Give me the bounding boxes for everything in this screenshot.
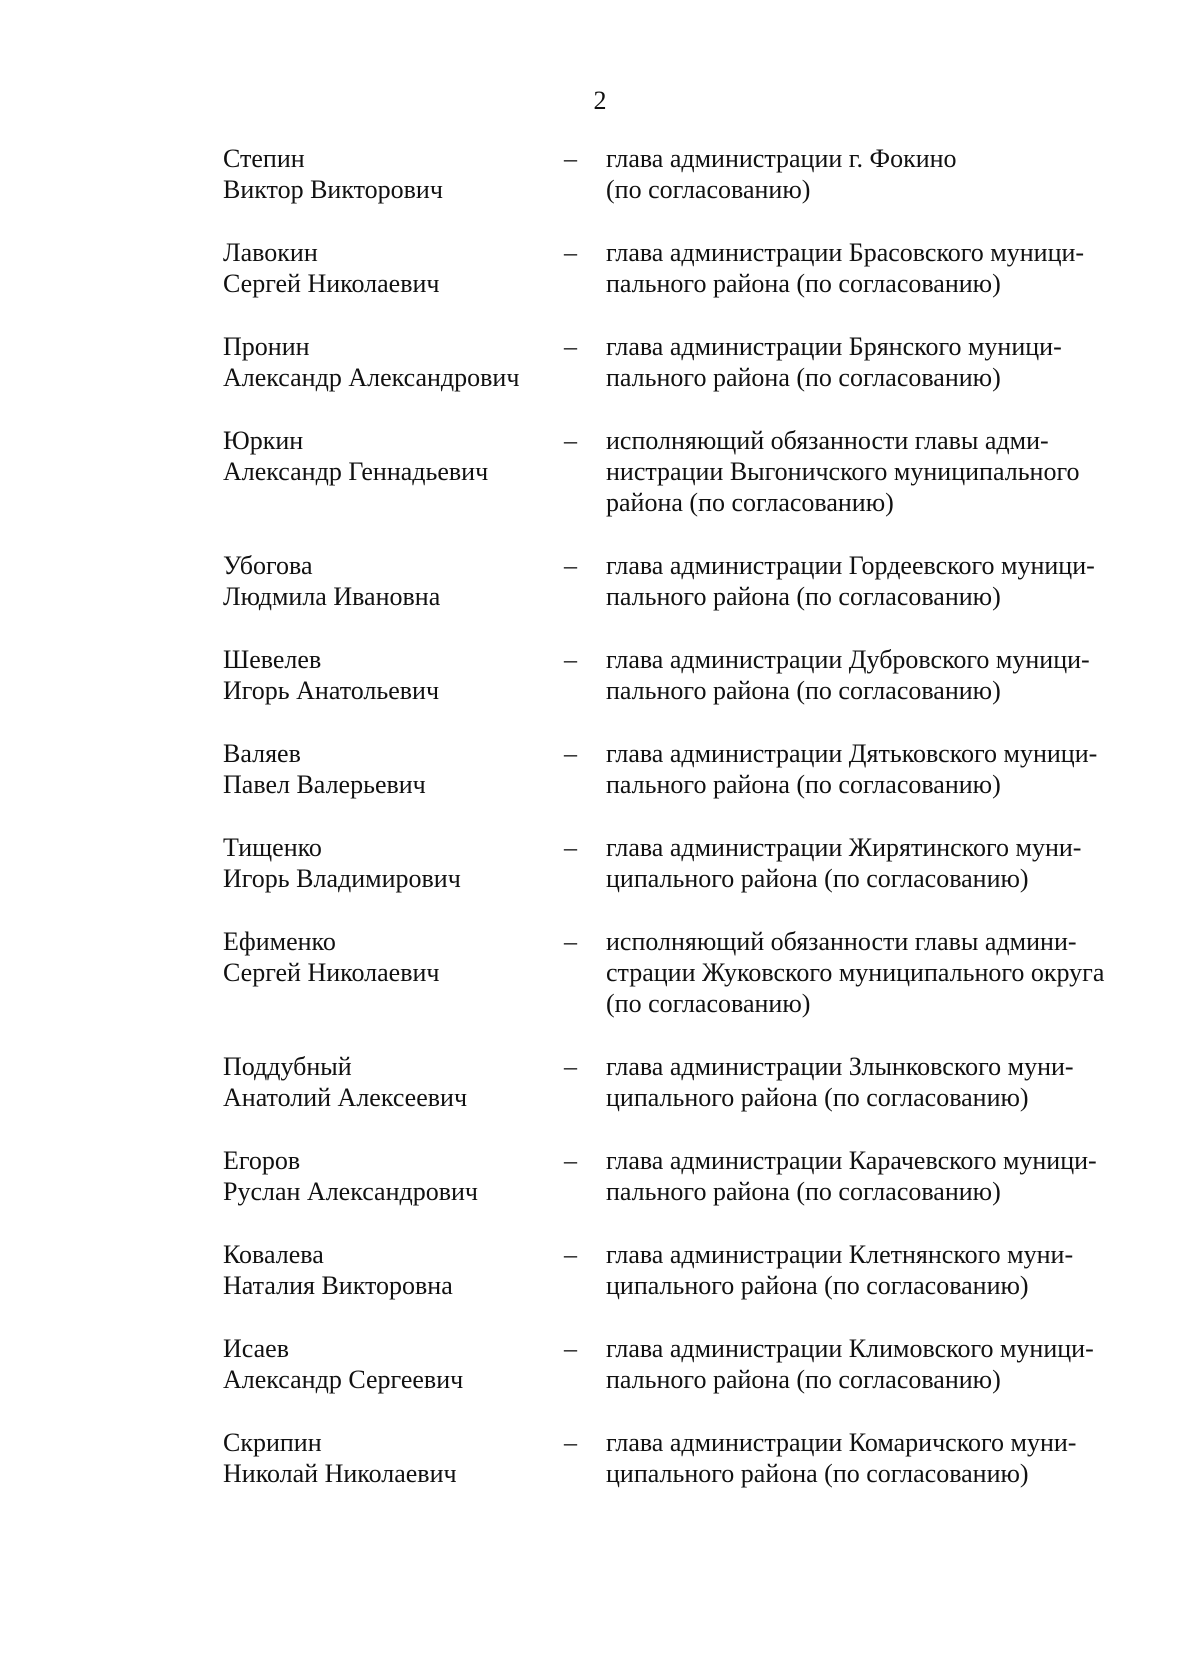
description-line: пального района (по согласованию) <box>606 363 1001 392</box>
position-description <box>606 425 1146 518</box>
surname: Исаев <box>223 1334 289 1363</box>
dash-separator: – <box>564 1146 577 1175</box>
person-name <box>223 738 543 800</box>
position-description <box>606 832 1146 894</box>
list-item <box>0 1239 1200 1333</box>
given-names: Александр Александрович <box>223 363 520 392</box>
description-line: глава администрации Дубровского муници- <box>606 645 1090 674</box>
given-names: Наталия Викторовна <box>223 1271 453 1300</box>
description-line: пального района (по согласованию) <box>606 269 1001 298</box>
dash-separator: – <box>564 551 577 580</box>
person-name <box>223 926 543 988</box>
person-name <box>223 143 543 205</box>
position-description <box>606 237 1146 299</box>
given-names: Сергей Николаевич <box>223 269 440 298</box>
given-names: Анатолий Алексеевич <box>223 1083 468 1112</box>
dash-separator: – <box>564 332 577 361</box>
position-description <box>606 738 1146 800</box>
given-names: Игорь Владимирович <box>223 864 461 893</box>
dash-separator: – <box>564 833 577 862</box>
description-line: глава администрации г. Фокино <box>606 144 957 173</box>
surname: Лавокин <box>223 238 318 267</box>
description-line: исполняющий обязанности главы админи- <box>606 927 1077 956</box>
person-name <box>223 425 543 487</box>
position-description <box>606 1333 1146 1395</box>
description-line: района (по согласованию) <box>606 488 894 517</box>
list-item <box>0 550 1200 644</box>
description-line: пального района (по согласованию) <box>606 676 1001 705</box>
surname: Ефименко <box>223 927 336 956</box>
description-line: нистрации Выгоничского муниципального <box>606 457 1080 486</box>
description-line: (по согласованию) <box>606 989 811 1018</box>
description-line: пального района (по согласованию) <box>606 1177 1001 1206</box>
list-item <box>0 926 1200 1051</box>
person-name <box>223 237 543 299</box>
dash-separator: – <box>564 739 577 768</box>
list-item <box>0 738 1200 832</box>
description-line: ципального района (по согласованию) <box>606 864 1029 893</box>
position-description <box>606 143 1146 205</box>
list-item <box>0 1051 1200 1145</box>
dash-separator: – <box>564 927 577 956</box>
given-names: Виктор Викторович <box>223 175 443 204</box>
description-line: ципального района (по согласованию) <box>606 1083 1029 1112</box>
dash-separator: – <box>564 1052 577 1081</box>
dash-separator: – <box>564 1334 577 1363</box>
description-line: (по согласованию) <box>606 175 811 204</box>
person-name <box>223 1145 543 1207</box>
person-name <box>223 1051 543 1113</box>
dash-separator: – <box>564 645 577 674</box>
description-line: глава администрации Гордеевского муници- <box>606 551 1095 580</box>
given-names: Александр Геннадьевич <box>223 457 489 486</box>
person-name <box>223 832 543 894</box>
given-names: Игорь Анатольевич <box>223 676 440 705</box>
description-line: пального района (по согласованию) <box>606 770 1001 799</box>
surname: Степин <box>223 144 305 173</box>
surname: Пронин <box>223 332 310 361</box>
list-item <box>0 1145 1200 1239</box>
description-line: глава администрации Брасовского муници- <box>606 238 1085 267</box>
person-name <box>223 550 543 612</box>
surname: Юркин <box>223 426 304 455</box>
description-line: пального района (по согласованию) <box>606 1365 1001 1394</box>
position-description <box>606 1427 1146 1489</box>
position-description <box>606 1239 1146 1301</box>
list-item <box>0 832 1200 926</box>
surname: Егоров <box>223 1146 301 1175</box>
list-item <box>0 331 1200 425</box>
description-line: пального района (по согласованию) <box>606 582 1001 611</box>
list-item <box>0 143 1200 237</box>
position-description <box>606 926 1146 1019</box>
position-description <box>606 550 1146 612</box>
description-line: глава администрации Клетнянского муни- <box>606 1240 1074 1269</box>
description-line: глава администрации Злынковского муни- <box>606 1052 1074 1081</box>
description-line: глава администрации Брянского муници- <box>606 332 1062 361</box>
dash-separator: – <box>564 1428 577 1457</box>
person-name <box>223 331 543 393</box>
list-item <box>0 237 1200 331</box>
description-line: глава администрации Комаричского муни- <box>606 1428 1077 1457</box>
position-description <box>606 1145 1146 1207</box>
given-names: Сергей Николаевич <box>223 958 440 987</box>
description-line: глава администрации Жирятинского муни- <box>606 833 1082 862</box>
surname: Скрипин <box>223 1428 322 1457</box>
given-names: Николай Николаевич <box>223 1459 457 1488</box>
person-name <box>223 1239 543 1301</box>
given-names: Александр Сергеевич <box>223 1365 464 1394</box>
position-description <box>606 331 1146 393</box>
given-names: Руслан Александрович <box>223 1177 479 1206</box>
position-description <box>606 1051 1146 1113</box>
dash-separator: – <box>564 1240 577 1269</box>
given-names: Павел Валерьевич <box>223 770 426 799</box>
description-line: исполняющий обязанности главы адми- <box>606 426 1049 455</box>
member-list <box>0 143 1200 1521</box>
surname: Убогова <box>223 551 313 580</box>
person-name <box>223 644 543 706</box>
description-line: ципального района (по согласованию) <box>606 1271 1029 1300</box>
dash-separator: – <box>564 144 577 173</box>
dash-separator: – <box>564 238 577 267</box>
position-description <box>606 644 1146 706</box>
list-item <box>0 1333 1200 1427</box>
description-line: глава администрации Дятьковского муници- <box>606 739 1098 768</box>
description-line: глава администрации Климовского муници- <box>606 1334 1094 1363</box>
list-item <box>0 1427 1200 1521</box>
surname: Тищенко <box>223 833 322 862</box>
person-name <box>223 1427 543 1489</box>
description-line: страции Жуковского муниципального округа <box>606 958 1105 987</box>
dash-separator: – <box>564 426 577 455</box>
given-names: Людмила Ивановна <box>223 582 441 611</box>
surname: Валяев <box>223 739 301 768</box>
surname: Поддубный <box>223 1052 352 1081</box>
description-line: ципального района (по согласованию) <box>606 1459 1029 1488</box>
surname: Шевелев <box>223 645 322 674</box>
list-item <box>0 425 1200 550</box>
page-number: 2 <box>593 86 607 115</box>
person-name <box>223 1333 543 1395</box>
description-line: глава администрации Карачевского муници- <box>606 1146 1097 1175</box>
list-item <box>0 644 1200 738</box>
surname: Ковалева <box>223 1240 324 1269</box>
